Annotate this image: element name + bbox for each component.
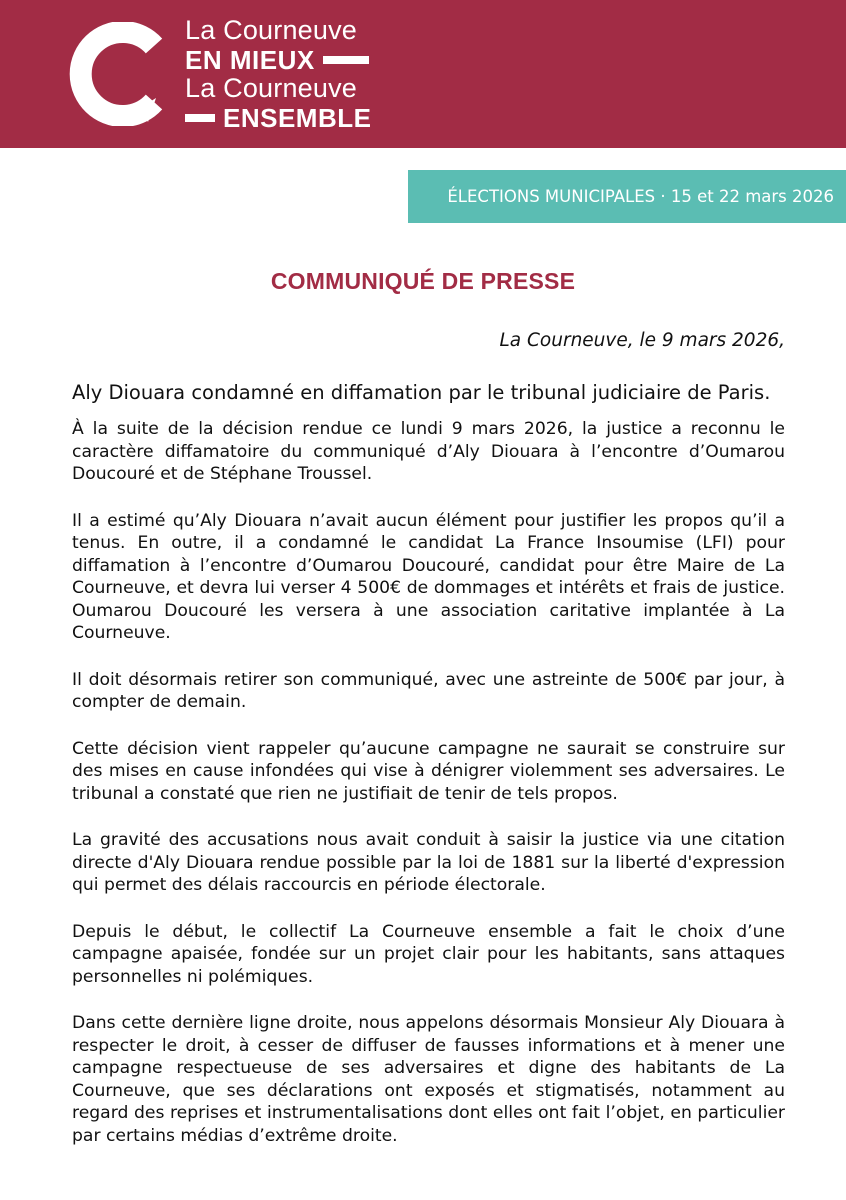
paragraph: À la suite de la décision rendue ce lundi 9 mars 2026, la justice a reconnu le caractère diffamatoire du communiqué d’Aly Diouara à l’encontre d’Oumarou Doucouré et de Stéphane Troussel. <box>72 419 785 484</box>
logo-dash-2 <box>185 114 215 122</box>
logo-text-la-courneuve-2: La Courneuve <box>185 73 358 103</box>
logo-line-3 <box>185 74 415 103</box>
paragraph: La gravité des accusations nous avait conduit à saisir la justice via une citation directe d'Aly Diouara rendue possible par la loi de 1881 sur la liberté d'expression qui permet des délais raccourcis en période électorale. <box>72 830 785 895</box>
paragraph: Dans cette dernière ligne droite, nous appelons désormais Monsieur Aly Diouara à respecter le droit, à cesser de diffuser de fausses informations et à mener une campagne respectueuse de ses adversaires et digne des habitants de La Courneuve, que ses déclarations ont exposés et stigmatisés, notamment au regard des reprises et instrumentalisations dont elles ont fait l’objet, en particulier par certains médias d’extrême droite. <box>72 1013 785 1146</box>
logo-line-4 <box>185 103 415 132</box>
press-release-body <box>72 380 785 1171</box>
logo-text-la-courneuve: La Courneuve <box>185 15 358 45</box>
logo-line-2 <box>185 45 415 74</box>
paragraph: Il a estimé qu’Aly Diouara n’avait aucun élément pour justifier les propos qu’il a tenus. En outre, il a condamné le candidat La France Insoumise (LFI) pour diffamation à l’encontre d’Oumarou Doucouré, candidat pour être Maire de La Courneuve, et devra lui verser 4 500€ de dommages et intérêts et frais de justice. Oumarou Doucouré les versera à une association caritative implantée à La Courneuve. <box>72 510 785 643</box>
paragraph: Cette décision vient rappeler qu’aucune campagne ne saurait se construire sur des mises en cause infondées qui vise à dénigrer violemment ses adversaires. Le tribunal a constaté que rien ne justifiait de tenir de tels propos. <box>72 738 785 804</box>
logo-dash <box>323 56 369 64</box>
press-release-title: COMMUNIQUÉ DE PRESSE <box>270 268 576 294</box>
header-banner <box>0 0 846 148</box>
logo-wordmark <box>185 16 415 132</box>
election-banner: ÉLECTIONS MUNICIPALES · 15 et 22 mars 2026 <box>408 170 846 223</box>
logo-text-ensemble: ENSEMBLE <box>223 102 372 133</box>
headline: Aly Diouara condamné en diffamation par le tribunal judiciaire de Paris. <box>72 381 771 404</box>
paragraph: Il doit désormais retirer son communiqué, avec une astreinte de 500€ par jour, à compter de demain. <box>72 669 785 712</box>
logo-text-en-mieux: EN MIEUX <box>185 44 315 75</box>
paragraph: Depuis le début, le collectif La Courneuve ensemble a fait le choix d’une campagne apaisée, fondée sur un projet clair pour les habitants, sans attaques personnelles ni polémiques. <box>72 921 785 987</box>
dateline: La Courneuve, le 9 mars 2026, <box>499 330 785 351</box>
logo-line-1 <box>185 16 415 45</box>
speech-bubble-c-logo-icon <box>68 22 172 126</box>
